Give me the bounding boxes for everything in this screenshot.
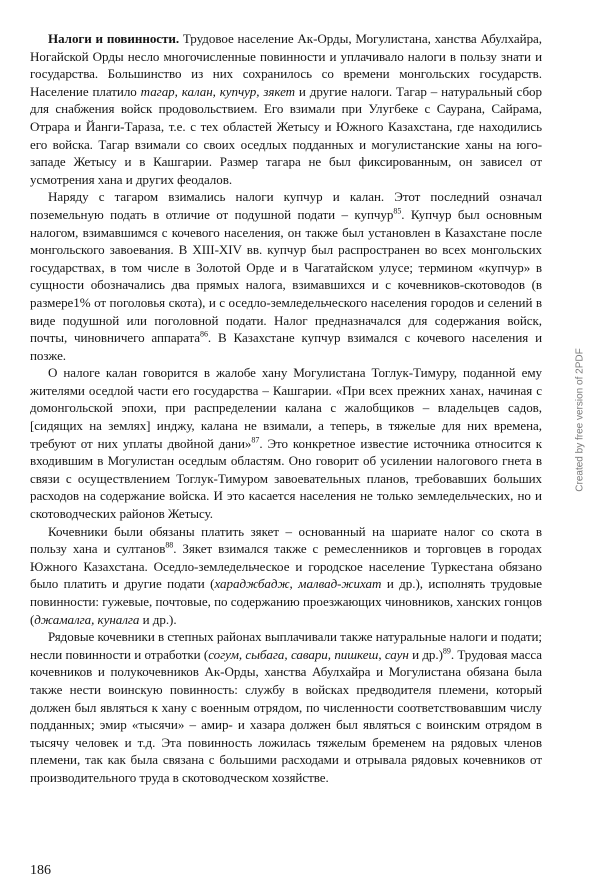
watermark-text: Created by free version of 2PDF xyxy=(574,348,586,492)
paragraph-military-duty xyxy=(30,628,542,786)
footnote-ref: 88 xyxy=(165,540,174,550)
paragraph-kupchur xyxy=(30,188,542,364)
footnote-ref: 85 xyxy=(393,206,402,216)
italic-term: тагар, калан, купчур, зякет xyxy=(140,83,296,99)
paragraph-text: . Это конкретное известие источника относится к входившим в Могулистан оседлым областям. Оно говорит об усилении налогового гнета в связи с осуществлением Тоглук-Тимуром завоевательных планов, требовавших больших расходов на содержание войска. И это касается населения не только земледельческих, но и скотоводческих районов Жетысу. xyxy=(30,435,542,522)
footnote-ref: 87 xyxy=(251,435,260,445)
paragraph-text: . Зякет взимался также с ремесленников и торговцев в городах Южного Казахстана. Оседло-земледельческое и городское население Туркестана обязано было платить и другие подати ( xyxy=(30,541,542,592)
paragraph-text: . В Казахстане купчур взимался с кочевого населения и позже. xyxy=(30,330,542,363)
paragraph-zyaket xyxy=(30,523,542,629)
paragraph-text: . Трудовая масса кочевников и полукочевников Ак-Орды, ханства Абулхайра и Могулистана обязана была также нести воинскую повинность: службу в войсках предводителя племени, который должен был являться к хану с военным отрядом, по численности соответствовавшим числу подданных; эмир «тысячи» – амир- и хазара должен был являться с воинским отрядом в тысячу человек и т.д. Эта повинность ложилась тяжелым бременем на рядовых членов племени, так как была связана с большими расходами и отрывала рядовых кочевников от производительного труда в скотоводческом хозяйстве. xyxy=(30,646,543,785)
section-heading: Налоги и повинности. xyxy=(48,31,180,46)
paragraph-text: Кочевники были обязаны платить зякет – основанный на шариате налог со скота в пользу хана и султанов xyxy=(30,523,542,557)
italic-term: джамалга, куналга xyxy=(34,611,140,627)
italic-term: согум, сыбага, савари, пишкеш, саун xyxy=(208,646,409,662)
paragraph-text: и другие налоги. Тагар – натуральный сбор для снабжения войск продовольствием. Его взимали при Улугбеке с Саурана, Сайрама, Отрара и Йанги-Тараза, т.е. с тех областей Жетысу и Южного Казахстана, где находились его войска. Тагар взимали со своих оседлых подданных и могулистанские ханы на юго-западе Жетысу и в Кашгарии. Размер тагара не был фиксированным, он зависел от усмотрения хана и других феодалов. xyxy=(30,83,542,187)
paragraph-text: и др.), исполнять трудовые повинности: гужевые, почтовые, по содержанию проезжающих чиновников, ханских гонцов ( xyxy=(30,576,542,627)
paragraph-text: Рядовые кочевники в степных районах выплачивали также натуральные налоги и подати; несли повинности и отработки ( xyxy=(30,629,542,662)
paragraph-text: и др.). xyxy=(139,611,177,627)
page-body xyxy=(30,30,542,860)
paragraph-taxes-intro xyxy=(30,30,542,188)
paragraph-kalan xyxy=(30,364,542,522)
page-number: 186 xyxy=(30,863,51,878)
paragraph-text: О налоге калан говорится в жалобе хану Могулистана Тоглук-Тимуру, поданной ему жителями оседлой части его государства – Кашгарии. «При всех прежних ханах, начиная с домонгольской эпохи, при распределении калана с жалобщиков – владельцев садов, [сидящих на землях] инджу, калана не взимали, а теперь, в тяжелые для них времена, требуют от них уплаты двойной дани» xyxy=(30,365,542,451)
footnote-ref: 89 xyxy=(442,646,451,656)
paragraph-text: . Купчур был основным налогом, взимавшимся с кочевого населения, он также был установлен в Казахстане после монгольского завоевания. В XIII-XIV вв. купчур был распространен во всех монгольских государствах, в том числе в Золотой Орде и в Чагатайском улусе; термином «купчур» в сущности обозначались два прямых налога, взимавшихся и с кочевников-скотоводов (в размере1% от поголовья скота), и с оседло-земледельческого населения городов и селений в виде подушной или поголовной подати. Налог предназначался для содержания войск, почты, чиновничего аппарата xyxy=(30,206,542,346)
paragraph-text: и др.) xyxy=(408,646,443,662)
paragraph-text: Наряду с тагаром взимались налоги купчур и калан. Этот последний означал поземельную подать в отличие от подушной подати – купчур xyxy=(30,189,542,222)
italic-term: хараджбадж, малвад-жихат xyxy=(214,576,382,592)
paragraph-text: Трудовое население Ак-Орды, Могулистана, ханства Абулхайра, Ногайской Орды несло многочисленные повинности и уплачивало налоги в пользу знати и государства. Большинство из них сохранилось со времени монгольских государств. Население платило xyxy=(30,31,542,99)
footnote-ref: 86 xyxy=(200,329,208,339)
